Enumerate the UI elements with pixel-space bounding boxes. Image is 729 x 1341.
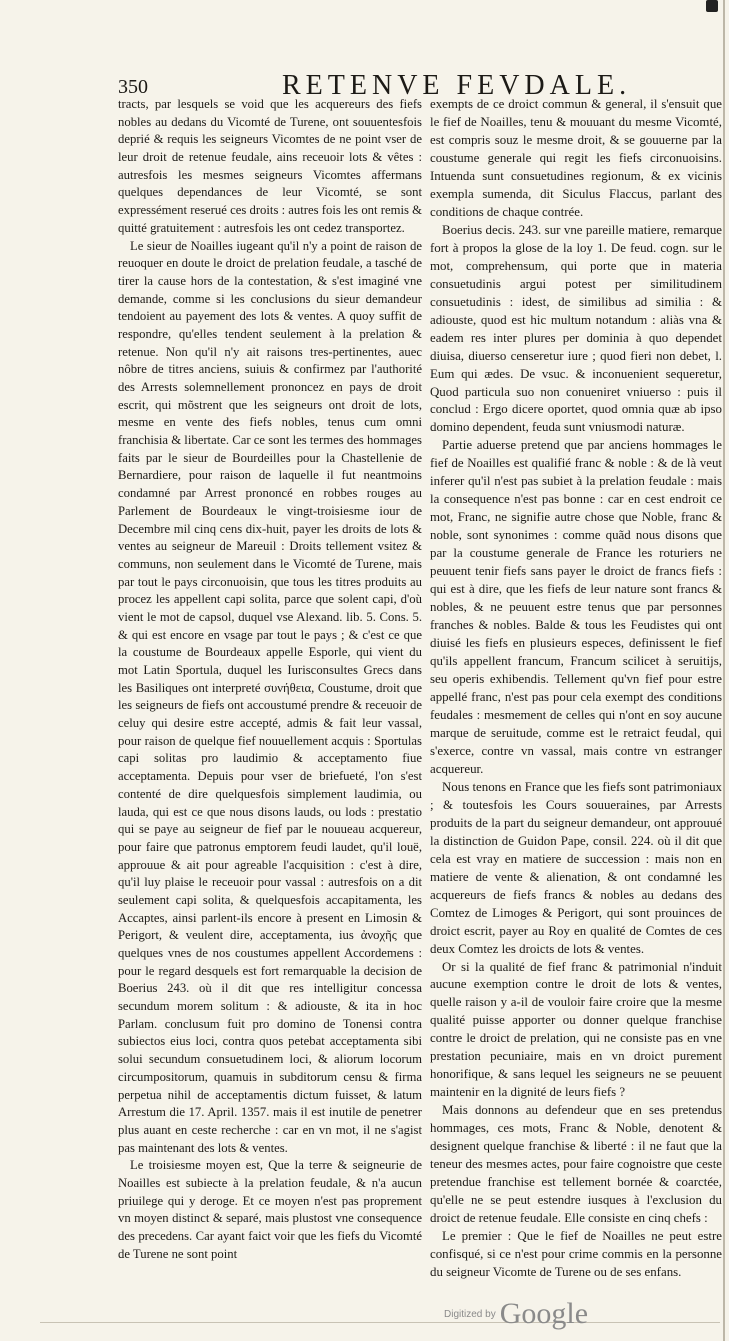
paragraph: Or si la qualité de fief franc & patrimonial n'induit aucune exemption contre le droit de lots & ventes, quelle raison y a-il de vouloir faire croire que la mesme qualité puisse apporter ou donner quelque franchise contre le droict de prelation, qui ne consiste pas en vne prestation pecuniaire, mais en vn droict purement honorifique, & sans lequel les seigneurs ne se peuuent maintenir en la dignité de leurs fiefs ? (430, 959, 722, 1100)
digitized-watermark (444, 1297, 588, 1331)
paragraph: Le troisiesme moyen est, Que la terre & seigneurie de Noailles est subiecte à la prelation feudale, & n'a aucun priuilege qui y deroge. Et ce moyen n'est pas proprement vn moyen distinct & separé, mais plustost vne consequence des precedens. Car ayant faict voir que les fiefs du Vicomté de Turene ne sont point (118, 1158, 422, 1261)
bottom-rule (40, 1322, 720, 1323)
paragraph: exempts de ce droict commun & general, il s'ensuit que le fief de Noailles, tenu & mouuant du mesme Vicomté, est compris souz le mesme droit, & se gouuerne par la coustume generale qui regit les fiefs circonuoisins. Intuenda sunt consuetudines regionum, & ex vicinis exempla sumenda, dit Siculus Flaccus, parlant des conditions de chaque contrée. (430, 97, 722, 219)
paragraph: Le premier : Que le fief de Noailles ne peut estre confisqué, si ce n'est pour crime commis en la personne du seigneur Vicomte de Turene ou de ses enfans. (430, 1229, 722, 1279)
paragraph: tracts, par lesquels se void que les acquereurs des fiefs nobles au dedans du Vicomté de Turene, ont souuentesfois deprié & requis les seigneurs Vicomtes de ne point vser de leur droit de retenue feudale, ains receuoir lots & vêtes : autresfois les mesmes seigneurs Vicomtes affermans quelques dependances de leur Vicomté, se sont expressément reserué ces droits : autres fois les ont remis & quitté gratuitement : autresfois les ont cedez transportez. (118, 97, 422, 235)
page-edge-rule (723, 0, 725, 1341)
paragraph: Boerius decis. 243. sur vne pareille matiere, remarque fort à propos la glose de la loy 1. De feud. cogn. sur le mot, comprehensum, qui porte que in materia consuetudinis argui potest per similitudinem consuetudinis : idest, de similibus ad similia : & adiouste, quod est hic multum notandum : aliàs vna & eadem res inter plures per dominia à quo dependet diuisa, diuerso censeretur iure ; quod fieri non debet, l. Eum qui ædes. De vsuc. & inconuenient sequeretur, Quod particula suo non conueniret vniuerso : puis il conclud : Ergo dicere oportet, quod omnia quæ ab ipso domino dependent, feuda sunt vniusmodi naturæ. (430, 222, 722, 435)
right-column (430, 96, 722, 1282)
running-title: RETENVE FEVDALE. (282, 70, 632, 101)
watermark-brand: Google (499, 1297, 589, 1330)
paragraph: Nous tenons en France que les fiefs sont patrimoniaux ; & toutesfois les Cours souueraines, par Arrests produits de la part du seigneur demandeur, ont approuué la distinction de Guidon Pape, consil. 224. où il dit que cela est vray en matiere de succession : mais non en matiere de vente & alienation, & ont condamné les acquereurs de fiefs francs & nobles au dedans des Comtez de Limoges & Perigort, qui sont prouinces de droict escrit, payer au Roy en qualité de Comtes de ces deux Comtez les droicts de lots & ventes. (430, 779, 722, 956)
paragraph: Partie aduerse pretend que par anciens hommages le fief de Noailles est qualifié franc & noble : & de là veut inferer qu'il n'est pas subiet à la prelation feudale : mais la consequence n'est pas bonne : car en cest endroit ce mot, Franc, ne signifie autre chose que Noble, franc & noble, sont synonimes : comme quãd nous disons que par la coustume generale de France les roturiers ne peuuent tenir fiefs sans payer le droict de francs fiefs : qui est à dire, que les fiefs de leur nature sont francs & nobles, & ne peuuent estre tenus que par personnes franches & nobles. Balde & tous les Feudistes qui ont diuisé les fiefs en plusieurs especes, definissent le fief qu'ils appellent francum, Francum scilicet à seruitijs, seu operis exhibendis. Tellement qu'vn fief pour estre appellé franc, n'est pas pour cela exempt des conditions feudales : mesmement de celles qui n'ont en soy aucune marque de seruitude, comme est le retraict feudal, qui s'exerce, contre vn vassal, mais contre vn estranger acquereur. (430, 438, 722, 776)
page-number: 350 (118, 76, 148, 98)
paragraph: Mais donnons au defendeur que en ses pretendus hommages, ces mots, Franc & Noble, denotent & designent quelque franchise & liberté : il ne faut que la teneur des mesmes actes, pour faire cognoistre que ceste pretendue franchise est tellement bornée & coarctée, qu'elle ne se peut estendre iusques à l'exclusion du droict de retenue feudale. Elle consiste en cinq chefs : (430, 1103, 722, 1226)
watermark-small-text: Digitized by (444, 1309, 496, 1320)
paragraph: Le sieur de Noailles iugeant qu'il n'y a point de raison de reuoquer en doute le droict de prelation feudale, a tasché de tirer la cause hors de la contestation, & s'est imaginé vne demande, comme si les conclusions du sieur demandeur tendoient au payement des lots & ventes. A quoy suffit de respondre, qu'elles tendent seulement à la prelation & retenue. Non qu'il n'y ait raisons tres-pertinentes, auec nôbre de titres anciens, suiuis & confirmez par l'authorité des Arrests solemnellement prononcez en pays de droit escrit, qui mõstrent que les seigneurs ont droit de lots, mesme en vente des fiefs nobles, tenus cum omni franchisia & libertate. Car ce sont les termes des hommages faits par le sieur de Bourdeilles pour la Chastellenie de Bernardiere, pour raison de laquelle il fut neantmoins condamné par Arrest prononcé en robbes rouges au Parlement de Bourdeaux le vingt-troisiesme iour de Decembre mil cinq cens dix-huit, payer les droits de lots & ventes au seigneur de Mareuil : Droits tellement vsitez & communs, non seulement dans le Vicomté de Turene, mais par tout le pays circonuoisin, que tous les titres produits au procez les appellent capi solita, parce que solent capi, d'où vient le mot de capsol, duquel vse Alexand. lib. 5. Cons. 5. & qui est encore en vsage par tout le pays ; & c'est ce que la coustume de Bourdeaux appelle Esporle, qui vient du mot Latin Sportula, duquel les Iurisconsultes Grecs dans les Basiliques ont interpreté συνήθεια, Coustume, droit que les seigneurs de fiefs ont accoustumé prendre & receuoir de celuy qui desire estre accepté, admis & fait leur vassal, pour raison de quelque fief nouuellement acquis : Sportulas capi solitas pro laudimio & acceptamento fiue acceptamenta. Depuis pour vser de briefueté, l'on s'est contenté de dire quelquesfois simplement laudimia, ou lauda, qui est ce que nous disons lauds, ou lods : prestatio qui se paye au seigneur de fief par le nouueau acquereur, pour faire que patronus emptorem feudi laudet, qu'il louë, approuue & ait pour agreable l'acquisition : c'est à dire, qu'il luy plaise le receuoir pour vassal : autresfois on a dit seulement capi solita, & quelquesfois accapitamenta, les Accaptes, ainsi parlent-ils encore à present en Limosin & Perigort, & veulent dire, acceptamenta, ius ἀνοχῆς que quelques vnes de nos coustumes appellent Accordemens : pour le regard desquels est fort remarquable la decision de Boerius 243. où il dit que res intelligitur concessa secundum morem solitum : & adiouste, & ita in hoc Parlam. conclusum fuit pro domino de Tonensi contra subiectos eius loci, contra quos petebat acceptamenta sibi solui secundum consuetudinem loci, & aliorum locorum circumpositorum, quamuis in subditorum censu & firma perpetua nihil de acceptamentis dictum fuisset, & latum Arrestum die 17. April. 1357. mais il est inutile de penetrer plus auant en ceste recherche : car en vn mot, il ne s'agist pas maintenant des lots & ventes. (118, 238, 422, 1155)
margin-mark (706, 0, 718, 12)
left-column (118, 96, 422, 1263)
